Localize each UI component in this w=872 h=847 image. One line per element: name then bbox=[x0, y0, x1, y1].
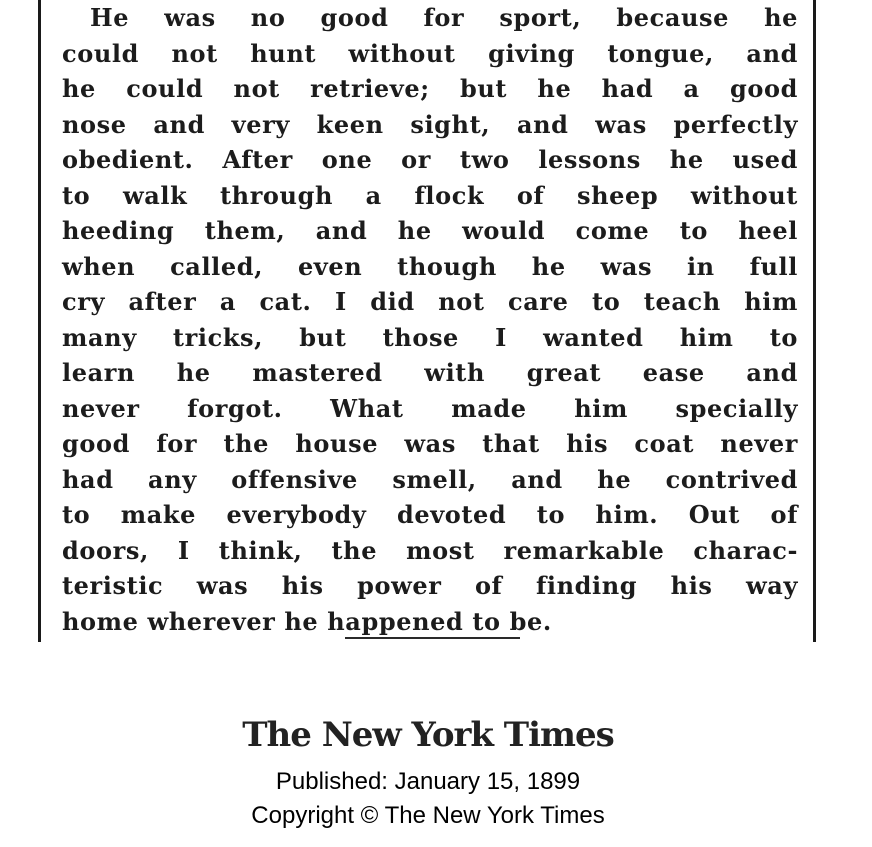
article-line: nose and very keen sight, and was perfectly bbox=[62, 109, 798, 139]
article-line: good for the house was that his coat never bbox=[62, 429, 798, 458]
article-end-rule bbox=[345, 637, 520, 639]
article-line: had any offensive smell, and he contrived bbox=[62, 464, 798, 494]
publication-footer bbox=[0, 705, 872, 833]
article-line: teristic was his power of finding his way bbox=[62, 571, 798, 600]
article-line: to walk through a flock of sheep without bbox=[62, 180, 798, 210]
article-line: could not hunt without giving tongue, and bbox=[62, 38, 798, 68]
article-line: learn he mastered with great ease and bbox=[62, 358, 798, 387]
article-line: cry after a cat. I did not care to teach him bbox=[62, 287, 798, 316]
article-line: obedient. After one or two lessons he used bbox=[62, 145, 798, 174]
article-line: doors, I think, the most remarkable charac- bbox=[62, 535, 798, 565]
article-line: to make everybody devoted to him. Out of bbox=[62, 500, 798, 529]
article-line: he could not retrieve; but he had a good bbox=[62, 74, 798, 103]
column-rule-right bbox=[813, 0, 816, 642]
article-line: many tricks, but those I wanted him to bbox=[62, 322, 798, 352]
article-body bbox=[62, 0, 798, 639]
article-line: never forgot. What made him specially bbox=[62, 393, 798, 423]
article-line: He was no good for sport, because he bbox=[90, 3, 798, 32]
copyright-notice: Copyright © The New York Times bbox=[251, 802, 605, 829]
article-line: home wherever he happened to be. bbox=[62, 606, 552, 636]
published-date: Published: January 15, 1899 bbox=[275, 768, 581, 795]
nyt-logo: The New York Times bbox=[242, 715, 614, 755]
article-line: when called, even though he was in full bbox=[62, 251, 798, 281]
article-line: heeding them, and he would come to heel bbox=[62, 216, 798, 245]
column-rule-left bbox=[38, 0, 41, 642]
